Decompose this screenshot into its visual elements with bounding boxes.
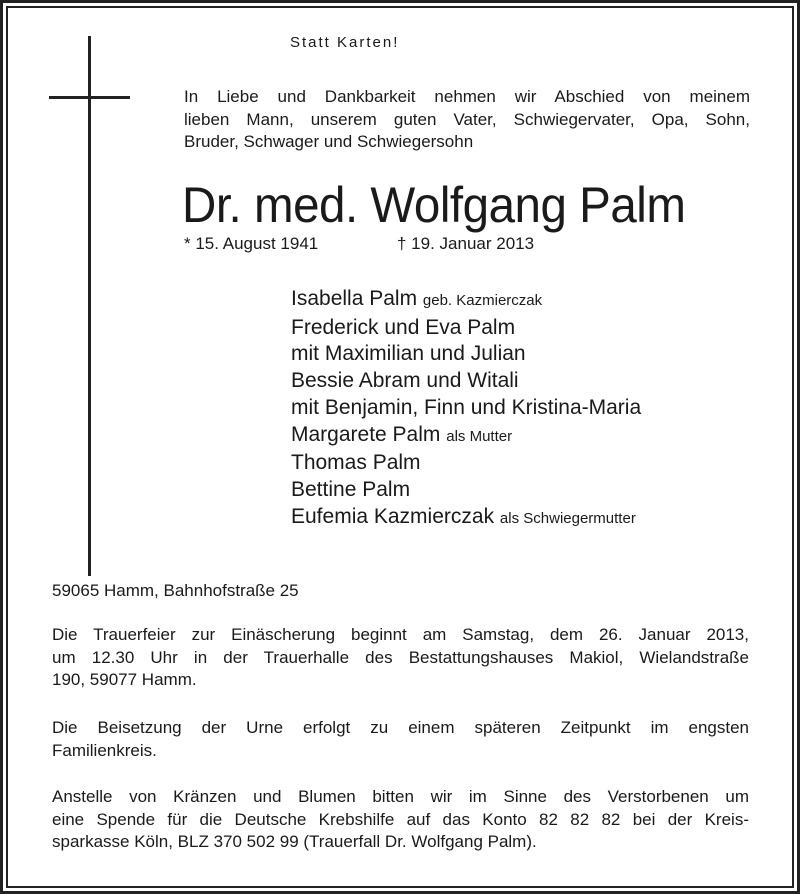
intro-line: lieben Mann, unserem guten Vater, Schwiegervater, Opa, Sohn, <box>184 109 750 129</box>
family-member <box>291 422 641 451</box>
family-member <box>291 341 641 368</box>
paragraph-line: Die Trauerfeier zur Einäscherung beginnt am Samstag, dem 26. Januar 2013, <box>52 625 749 644</box>
member-name: Margarete Palm <box>291 422 441 446</box>
member-name: Eufemia Kazmierczak <box>291 504 495 528</box>
family-member <box>291 368 641 395</box>
member-name: Bettine Palm <box>291 477 411 501</box>
donation-paragraph <box>52 786 749 854</box>
intro-line: In Liebe und Dankbarkeit nehmen wir Abschied von meinem <box>184 87 750 106</box>
birth-date: * 15. August 1941 <box>184 234 319 253</box>
member-name: Isabella Palm <box>291 287 418 310</box>
intro-text <box>184 86 750 154</box>
intro-line: Bruder, Schwager und Schwiegersohn <box>184 132 474 151</box>
address: 59065 Hamm, Bahnhofstraße 25 <box>52 581 299 600</box>
death-date: † 19. Januar 2013 <box>397 234 535 253</box>
cross-icon-bar <box>49 96 130 99</box>
family-member <box>291 450 641 477</box>
family-member <box>291 315 641 342</box>
family-member <box>291 477 641 504</box>
funeral-paragraph <box>52 624 749 692</box>
member-note: geb. Kazmierczak <box>422 292 543 309</box>
header-statt-karten: Statt Karten! <box>290 34 400 51</box>
member-name: mit Benjamin, Finn und Kristina-Maria <box>291 395 642 419</box>
paragraph-line: Familienkreis. <box>52 740 157 760</box>
paragraph-line: um 12.30 Uhr in der Trauerhalle des Bestattungshauses Makiol, Wielandstraße <box>52 647 749 667</box>
family-member <box>291 395 641 422</box>
paragraph-line: 190, 59077 Hamm. <box>52 670 197 689</box>
paragraph-line: Anstelle von Kränzen und Blumen bitten wir im Sinne des Verstorbenen um <box>52 787 749 806</box>
member-name: Bessie Abram und Witali <box>291 369 519 393</box>
member-note: als Mutter <box>446 427 513 445</box>
family-member <box>291 286 641 315</box>
member-name: Frederick und Eva Palm <box>291 315 516 339</box>
member-name: mit Maximilian und Julian <box>291 342 526 366</box>
family-list <box>291 286 641 532</box>
paragraph-line: Die Beisetzung der Urne erfolgt zu einem späteren Zeitpunkt im engsten <box>52 718 749 737</box>
family-member <box>291 504 641 533</box>
paragraph-line: sparkasse Köln, BLZ 370 502 99 (Trauerfall Dr. Wolfgang Palm). <box>52 832 537 851</box>
cross-icon <box>88 36 91 576</box>
burial-paragraph <box>52 717 749 762</box>
member-note: als Schwiegermutter <box>499 509 636 527</box>
member-name: Thomas Palm <box>291 451 421 475</box>
deceased-name: Dr. med. Wolfgang Palm <box>182 177 686 233</box>
paragraph-line: eine Spende für die Deutsche Krebshilfe auf das Konto 82 82 82 bei der Kreis- <box>52 809 749 829</box>
